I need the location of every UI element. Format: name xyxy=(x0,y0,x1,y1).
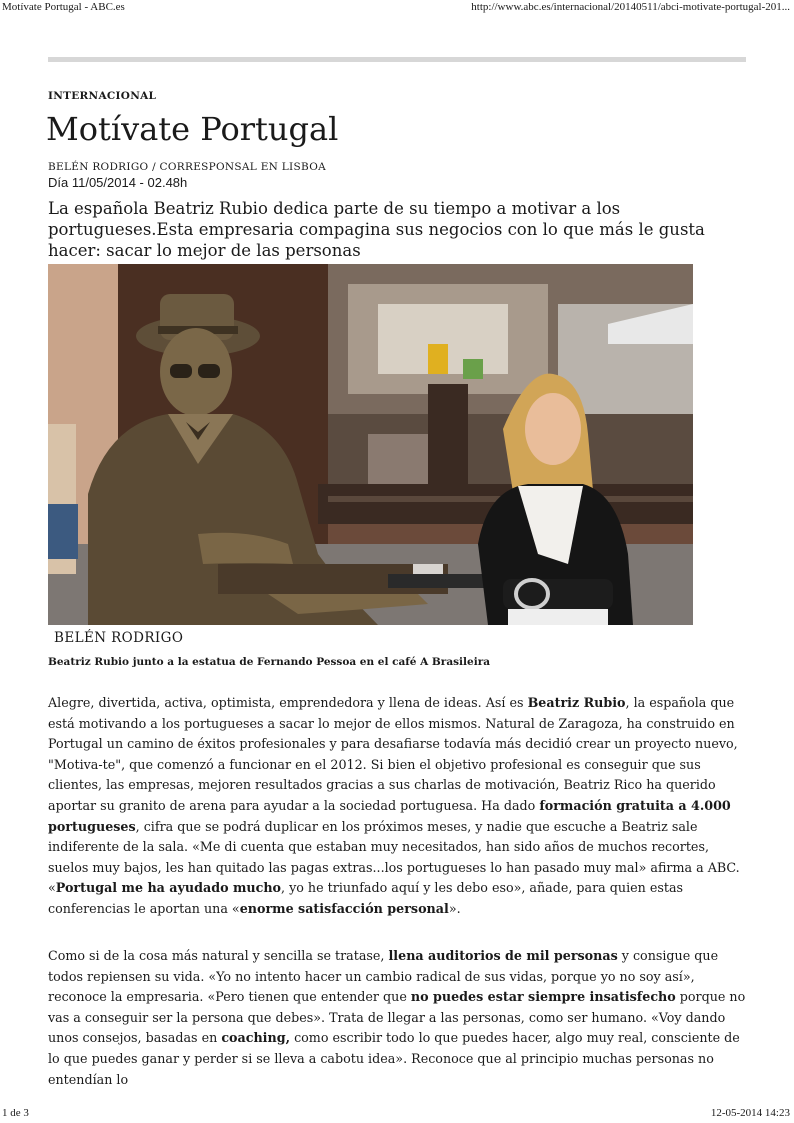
print-header-title: Motívate Portugal - ABC.es xyxy=(2,1,125,13)
text-run: , la española que está motivando a los portugueses a sacar lo mejor de ellos mismos. Natural de Zaragoza, ha construido en Portugal un camino de éxitos profesionales y para desafiarse todavía más decidió crear un proyecto nuevo, "Motiva-te", que comenzó a funcionar en el 2012. Si bien el objetivo profesional es conseguir que sus clientes, las empresas, mejoren resultados gracias a sus charlas de motivación, Beatriz Rico ha querido aportar su granito de arena para ayudar a la sociedad portuguesa. Ha dado xyxy=(48,695,738,813)
bold-phrase: formación gratuita a 4.000 portugueses xyxy=(48,797,731,834)
photo-credit: BELÉN RODRIGO xyxy=(54,630,184,646)
top-rule xyxy=(48,57,746,62)
text-run: y consigue que todos repiensen su vida. «Yo no intento hacer un cambio radical de sus vidas, porque yo no soy así», reconoce la empresaria. «Pero tienen que entender que xyxy=(48,948,719,1005)
print-header xyxy=(0,0,794,16)
article-photo xyxy=(48,264,693,625)
bold-phrase: no puedes estar siempre insatisfecho xyxy=(410,989,676,1005)
article-lead: La española Beatriz Rubio dedica parte de su tiempo a motivar a los portugueses.Esta empresaria compagina sus negocios con lo que más le gusta hacer: sacar lo mejor de las personas xyxy=(48,199,705,260)
text-run: como escribir todo lo que puedes hacer, algo muy real, consciente de lo que puedes ganar y perder si se lleva a cabotu idea». Reconoce que al principio muchas personas no entendían lo xyxy=(48,1030,740,1087)
article-title: Motívate Portugal xyxy=(46,110,339,148)
bold-phrase: coaching, xyxy=(221,1030,291,1046)
bold-phrase: Beatriz Rubio xyxy=(527,695,626,710)
text-run: Alegre, divertida, activa, optimista, emprendedora y llena de ideas. Así es xyxy=(48,695,528,710)
body-paragraph-1 xyxy=(48,693,748,920)
bold-phrase: llena auditorios de mil personas xyxy=(388,948,618,963)
body-paragraph-2 xyxy=(48,946,748,1090)
byline[interactable]: BELÉN RODRIGO / CORRESPONSAL EN LISBOA xyxy=(48,161,327,173)
text-run: Como si de la cosa más natural y sencilla se tratase, xyxy=(48,948,389,963)
bold-phrase: Portugal me ha ayudado mucho xyxy=(55,880,282,896)
publish-date: Día 11/05/2014 - 02.48h xyxy=(48,175,188,190)
page-number: 1 de 3 xyxy=(2,1107,29,1119)
text-run: ». xyxy=(448,900,461,916)
photo-caption: Beatriz Rubio junto a la estatua de Fernando Pessoa en el café A Brasileira xyxy=(48,656,491,668)
section-label[interactable]: INTERNACIONAL xyxy=(48,90,157,102)
print-header-url: http://www.abc.es/internacional/20140511/abci-motivate-portugal-201... xyxy=(471,1,790,13)
text-run: , yo he triunfado aquí y les debo eso», añade, para quien estas conferencias le aportan una « xyxy=(48,880,684,916)
text-run: porque no vas a conseguir ser la persona que debes». Trata de llegar a las personas, como ser humano. «Voy dando unos consejos, basadas en xyxy=(48,989,746,1046)
text-run: , cifra que se podrá duplicar en los próximos meses, y nadie que escuche a Beatriz sale indiferente de la sala. «Me di cuenta que estaban muy necesitados, han sido años de muchos recortes, suelos muy bajos, les han quitado las pagas extras...los portugueses lo han pasado muy mal» afirma a ABC. « xyxy=(48,818,740,896)
bold-phrase: enorme satisfacción personal xyxy=(239,900,449,916)
print-timestamp: 12-05-2014 14:23 xyxy=(710,1107,790,1119)
